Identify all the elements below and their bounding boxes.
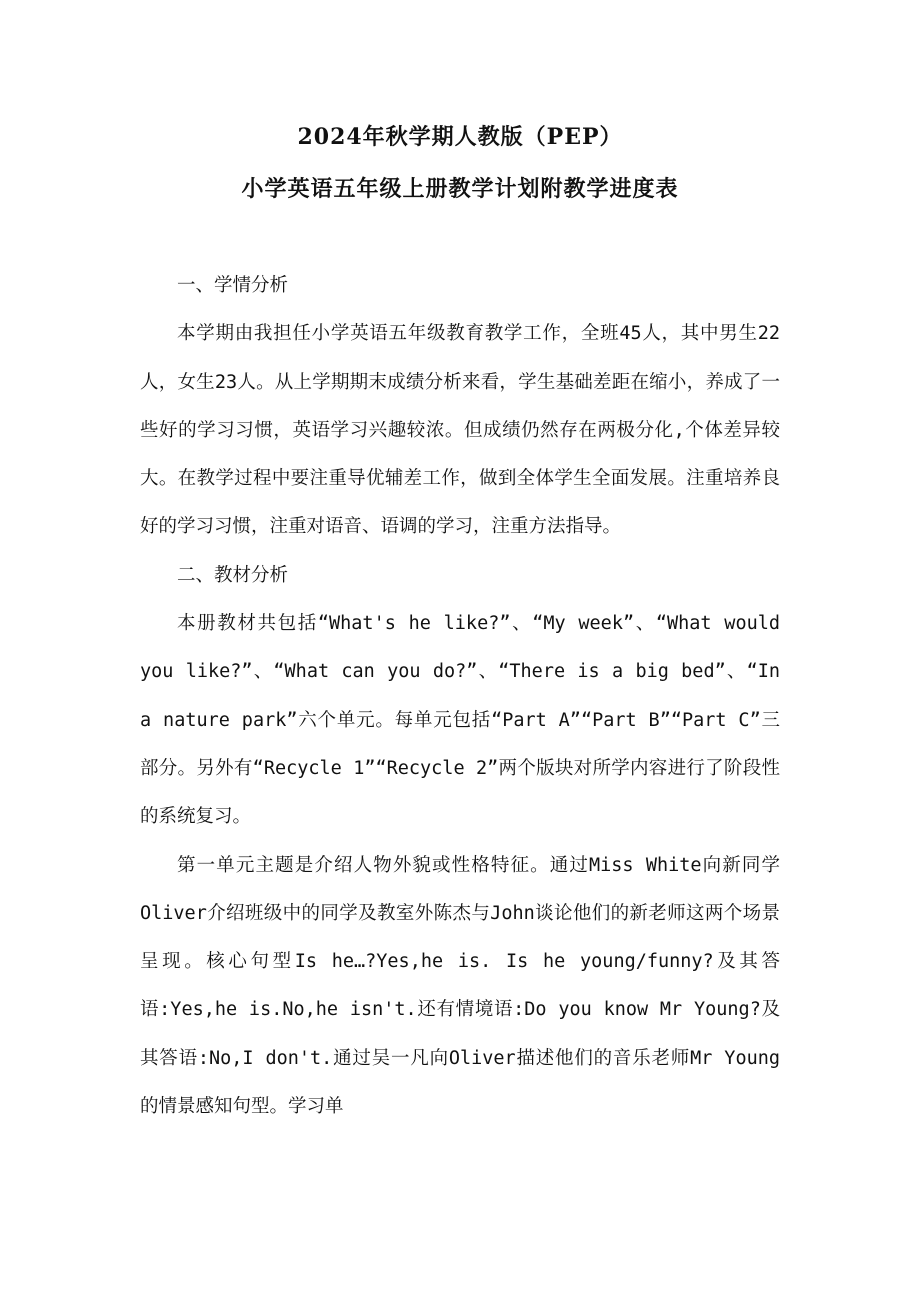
paragraph-unit-one: 第一单元主题是介绍人物外貌或性格特征。通过Miss White向新同学Oliver介绍班级中的同学及教室外陈杰与John谈论他们的新老师这两个场景呈现。核心句型Is he…?Yes,he is. Is he young/funny?及其答语:Yes,he is.No,he isn't.还有情境语:Do you know Mr Young?及其答语:No,I don't.通过吴一凡向Oliver描述他们的音乐老师Mr Young的情景感知句型。学习单: [140, 854, 780, 1118]
document-title-line-2: 小学英语五年级上册教学计划附教学进度表: [241, 176, 679, 202]
document-body: [140, 262, 780, 1131]
document-title-line-1: 2024年秋学期人教版（PEP）: [297, 124, 623, 150]
section-heading-student-analysis: 一、学情分析: [177, 275, 289, 296]
paragraph-student-analysis: 本学期由我担任小学英语五年级教育教学工作，全班45人，其中男生22人，女生23人。从上学期期末成绩分析来看，学生基础差距在缩小，养成了一些好的学习习惯，英语学习兴趣较浓。但成绩仍然存在两极分化,个体差异较大。在教学过程中要注重导优辅差工作，做到全体学生全面发展。注重培养良好的学习习惯，注重对语音、语调的学习，注重方法指导。: [140, 323, 780, 538]
paragraph-textbook-overview: 本册教材共包括“What's he like?”、“My week”、“What would you like?”、“What can you do?”、“There is a big bed”、“In a nature park”六个单元。每单元包括“Part A”“Part B”“Part C”三部分。另外有“Recycle 1”“Recycle 2”两个版块对所学内容进行了阶段性的系统复习。: [140, 613, 780, 828]
section-heading-textbook-analysis: 二、教材分析: [177, 564, 289, 586]
